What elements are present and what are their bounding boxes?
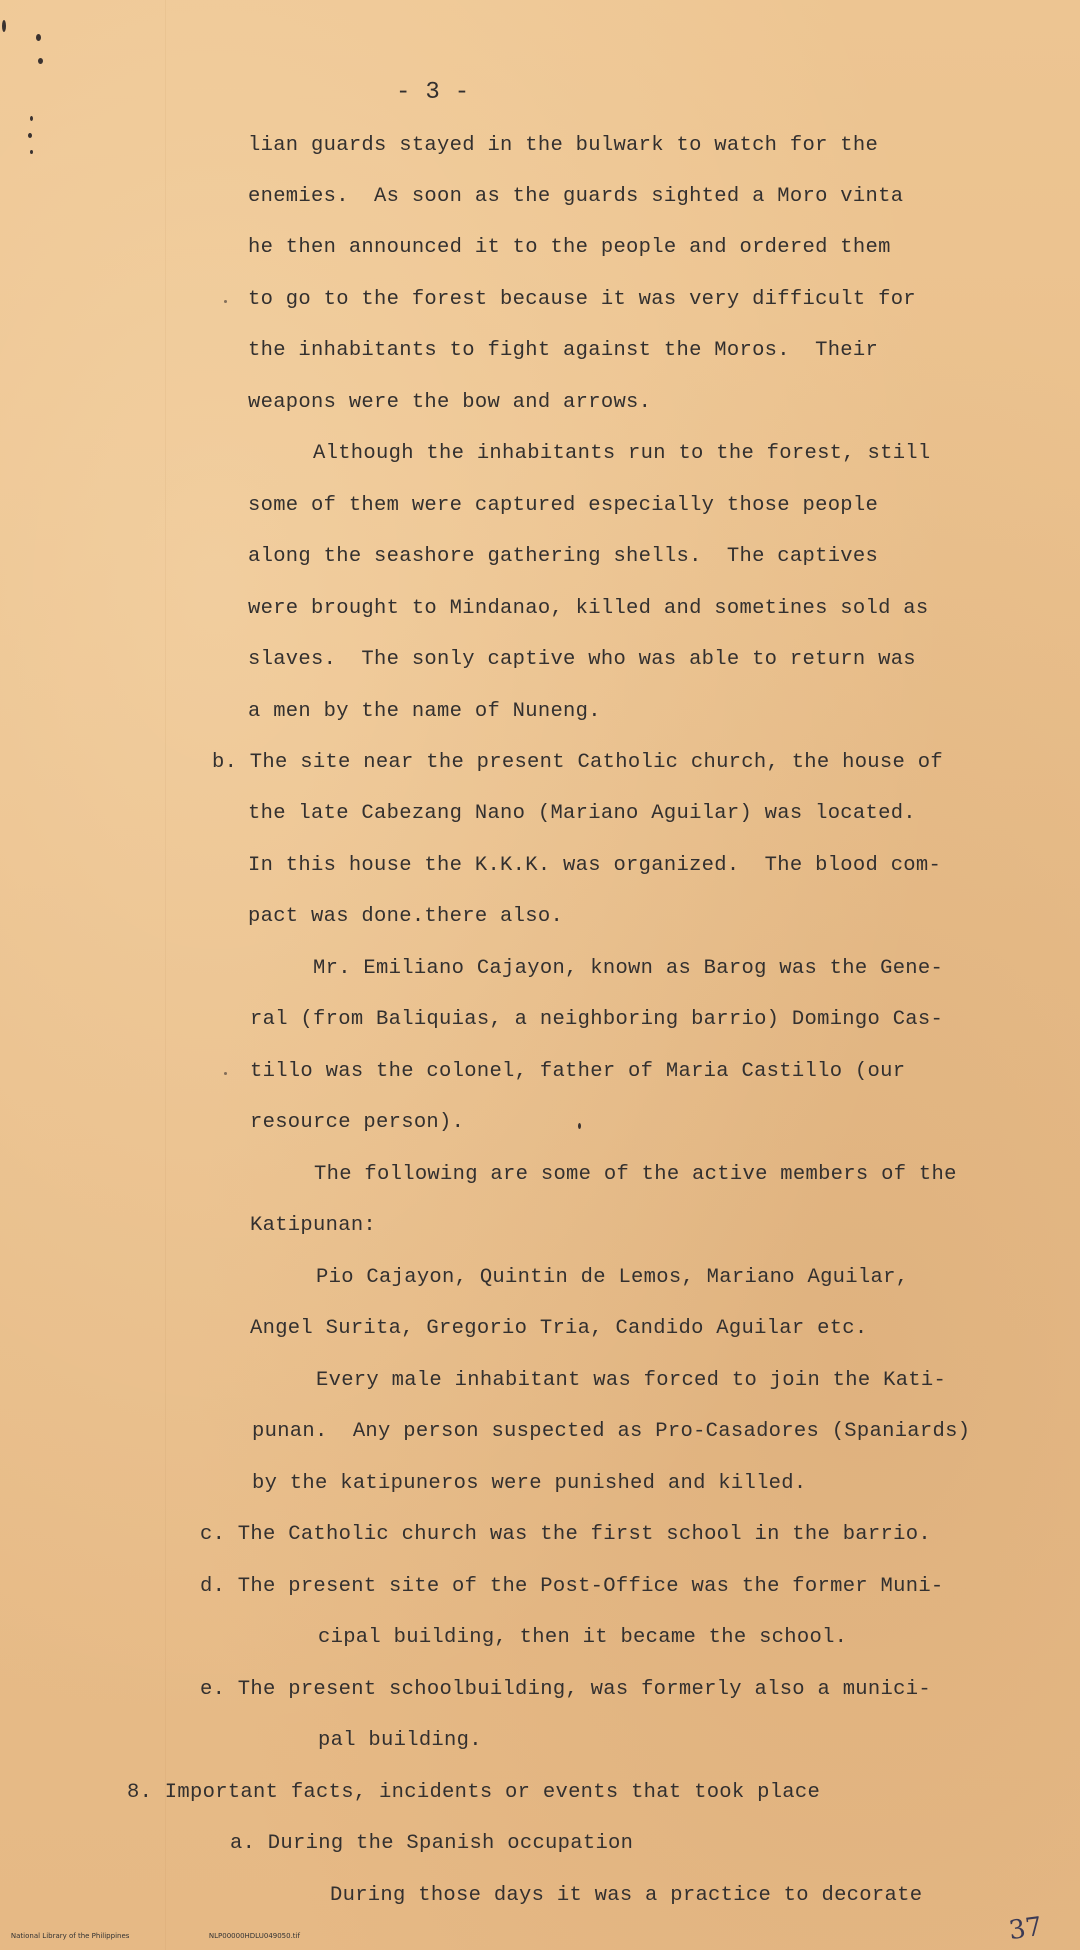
text-line: were brought to Mindanao, killed and sometines sold as xyxy=(248,597,929,620)
library-footer xyxy=(2,1924,129,1948)
file-id: NLP00000HDLU049050.tif xyxy=(208,1932,300,1940)
ink-speck xyxy=(30,116,33,121)
text-line: Every male inhabitant was forced to join the Kati- xyxy=(316,1369,947,1392)
page-number: - 3 - xyxy=(396,79,470,106)
paper-margin-shadow xyxy=(165,0,166,1950)
text-line: Although the inhabitants run to the forest, still xyxy=(313,442,931,465)
ink-speck xyxy=(28,133,32,138)
text-line: tillo was the colonel, father of Maria Castillo (our xyxy=(250,1060,906,1083)
ink-speck xyxy=(578,1123,581,1129)
text-line: In this house the K.K.K. was organized. The blood com- xyxy=(248,854,942,877)
text-line: lian guards stayed in the bulwark to watch for the xyxy=(248,134,879,157)
text-line: b. The site near the present Catholic church, the house of xyxy=(212,751,943,774)
text-line: Katipunan: xyxy=(250,1214,377,1237)
text-line: the late Cabezang Nano (Mariano Aguilar) was located. xyxy=(248,802,916,825)
text-line: to go to the forest because it was very difficult for xyxy=(248,288,916,311)
ink-speck xyxy=(2,20,6,32)
text-line: Mr. Emiliano Cajayon, known as Barog was the Gene- xyxy=(313,957,944,980)
text-line: a men by the name of Nuneng. xyxy=(248,700,601,723)
text-line: along the seashore gathering shells. The captives xyxy=(248,545,879,568)
text-line: by the katipuneros were punished and killed. xyxy=(252,1472,807,1495)
text-line: weapons were the bow and arrows. xyxy=(248,391,652,414)
text-line: pal building. xyxy=(318,1729,482,1752)
text-line: During those days it was a practice to decorate xyxy=(330,1884,923,1907)
text-line: Angel Surita, Gregorio Tria, Candido Aguilar etc. xyxy=(250,1317,868,1340)
text-line: ral (from Baliquias, a neighboring barrio) Domingo Cas- xyxy=(250,1008,944,1031)
text-line: c. The Catholic church was the first school in the barrio. xyxy=(200,1523,931,1546)
text-line: resource person). xyxy=(250,1111,465,1134)
text-line: a. During the Spanish occupation xyxy=(230,1832,634,1855)
text-line: cipal building, then it became the school. xyxy=(318,1626,848,1649)
margin-pencil-mark: 37 xyxy=(1006,1911,1044,1947)
text-line: slaves. The sonly captive who was able to return was xyxy=(248,648,916,671)
ink-speck xyxy=(38,58,43,64)
text-line: the inhabitants to fight against the Moros. Their xyxy=(248,339,879,362)
text-line: 8. Important facts, incidents or events that took place xyxy=(127,1781,821,1804)
text-line: e. The present schoolbuilding, was formerly also a munici- xyxy=(200,1678,931,1701)
text-line: enemies. As soon as the guards sighted a Moro vinta xyxy=(248,185,904,208)
text-line: Pio Cajayon, Quintin de Lemos, Mariano Aguilar, xyxy=(316,1266,909,1289)
text-line: he then announced it to the people and ordered them xyxy=(248,236,891,259)
text-line: pact was done.there also. xyxy=(248,905,564,928)
ink-speck xyxy=(224,1072,227,1075)
text-line: some of them were captured especially those people xyxy=(248,494,879,517)
text-line: The following are some of the active members of the xyxy=(314,1163,957,1186)
ink-speck xyxy=(36,34,41,41)
ink-speck xyxy=(30,150,33,154)
text-line: d. The present site of the Post-Office was the former Muni- xyxy=(200,1575,944,1598)
file-id-footer xyxy=(200,1924,300,1948)
library-name: National Library of the Philippines xyxy=(10,1932,130,1940)
ink-speck xyxy=(224,300,227,303)
text-line: punan. Any person suspected as Pro-Casadores (Spaniards) xyxy=(252,1420,971,1443)
